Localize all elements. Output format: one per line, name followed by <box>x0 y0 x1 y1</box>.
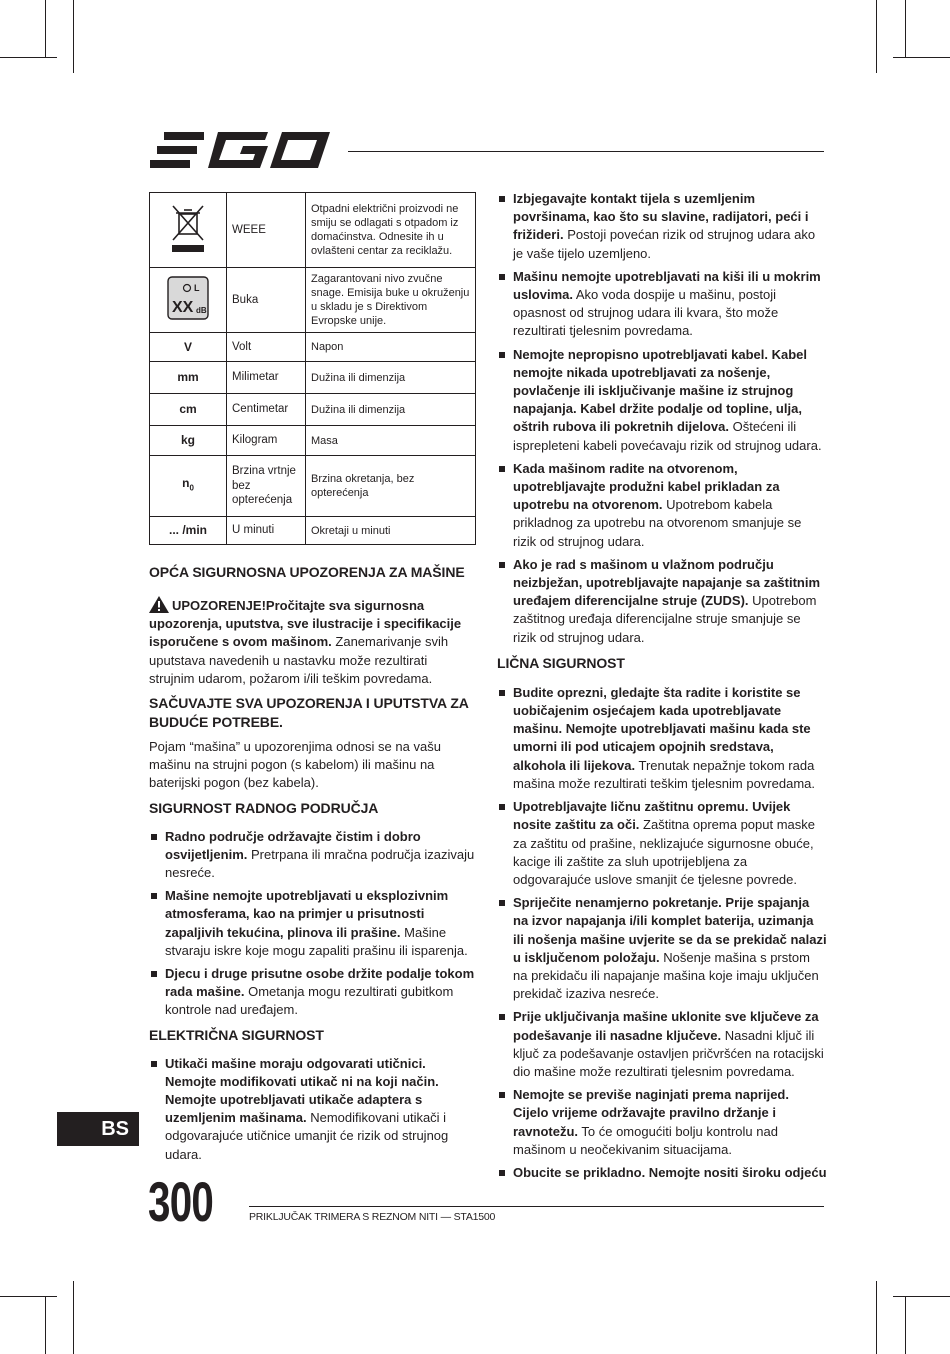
list-item: Nemojte nepropisno upotrebljavati kabel. Kabel nemojte nikada upotrebljavati za nošenje, povlačenje ili isključivanje mašine iz strujnog napajanja. Kabel držite podalje od topline, ulja, oštrih rubova ili pokretnih dijelova. Oštećeni ili isprepleteni kabeli povećavaju rizik od strujnog udara. <box>497 346 827 455</box>
work-area-list <box>149 828 476 1020</box>
term-paragraph: Pojam “mašina” u upozorenjima odnosi se na vašu mašinu na strujni pogon (s kabelom) ili mašinu na baterijski pogon (bez kabela). <box>149 739 441 791</box>
symbol: mm <box>150 362 227 394</box>
symbol: V <box>150 333 227 362</box>
list-item: Mašinu nemojte upotrebljavati na kiši ili u mokrim uslovima. Ako voda dospije u mašinu, postoji opasnost od strujnog udara ili kvara, što može rezultirati tjelesnim povredama. <box>497 268 827 341</box>
noise-level-icon <box>167 276 209 320</box>
symbol-description: Okretaji u minuti <box>306 517 476 545</box>
list-item: Ako je rad s mašinom u vlažnom području neizbježan, upotrebljavajte napajanje sa zaštitnim uređajem diferencijalne struje (ZUDS). Upotrebom zaštitnog uređaja diferencijalne struje smanjuje se rizik od strujnog udara. <box>497 556 827 647</box>
heading-general-warnings: OPĆA SIGURNOSNA UPOZORENJA ZA MAŠINE <box>149 564 465 580</box>
crop-mark <box>73 0 74 73</box>
crop-mark <box>876 0 877 73</box>
crop-mark <box>893 1296 950 1297</box>
heading-electrical-safety: ELEKTRIČNA SIGURNOST <box>149 1026 324 1043</box>
list-item: Budite oprezni, gledajte šta radite i koristite se uobičajenim osjećajem kada upotrebljavate mašinu. Nemojte upotrebljavati mašinu kada ste umorni ili pod uticajem opojnih sredstava, alkohola ili lijekova. Trenutak nepažnje tokom rada mašina može rezultirati teškim tjelesnim povredama. <box>497 684 827 793</box>
crop-mark <box>0 1296 57 1297</box>
symbol-name: U minuti <box>227 517 306 545</box>
symbol-name: Kilogram <box>227 426 306 456</box>
symbol-name: Volt <box>227 333 306 362</box>
list-item: Prije uključivanja mašine uklonite sve ključeve za podešavanje ili nasadne ključeve. Nasadni ključ ili ključ za podešavanje ostavljen pričvršćen na rotacijski dio mašine može rezultirati tjelesnim povredama. <box>497 1008 827 1081</box>
svg-text:dB: dB <box>196 306 207 316</box>
list-item: Spriječite nenamjerno pokretanje. Prije spajanja na izvor napajanja i/ili komplet baterija, uzimanja ili nošenja mašine uvjerite se da se prekidač nalazi u isključenom položaju. Nošenje mašina s prstom na prekidaču ili napajanje mašina koje imaju uključen prekidač izaziva nesreće. <box>497 894 827 1003</box>
table-row <box>150 333 476 362</box>
symbol-description: Brzina okretanja, bez opterećenja <box>306 456 476 517</box>
heading-save-instructions: SAČUVAJTE SVA UPOZORENJA I UPUTSTVA ZA BUDUĆE POTREBE. <box>149 695 469 731</box>
symbol-table <box>149 192 476 545</box>
list-item: Djecu i druge prisutne osobe držite podalje tokom rada mašine. Ometanja mogu rezultirati gubitkom kontrole nad uređajem. <box>149 965 476 1020</box>
ego-logo <box>150 128 332 172</box>
table-row <box>150 362 476 394</box>
list-item: Kada mašinom radite na otvorenom, upotrebljavajte produžni kabel prikladan za upotrebu na otvorenom. Upotrebom kabela prikladnog za upotrebu na otvorenom smanjuje se rizik od strujnog udara. <box>497 460 827 551</box>
electrical-list-continued <box>497 190 827 647</box>
symbol-description: Dužina ili dimenzija <box>306 394 476 426</box>
list-item: Obucite se prikladno. Nemojte nositi široku odjeću <box>497 1164 827 1182</box>
warning-paragraph: UPOZORENJE!Pročitajte sva sigurnosna upozorenja, uputstva, sve ilustracije i specifikacije isporučene s ovom mašinom. Zanemarivanje svih uputstava navedenih u nastavku može rezultirati strujnim udarom, požarom i/ili teškim povredama. <box>149 598 462 686</box>
list-item: Izbjegavajte kontakt tijela s uzemljenim površinama, kao što su slavine, radijatori, peći i frižideri. Postoji povećan rizik od strujnog udara ako je vaše tijelo uzemljeno. <box>497 190 827 263</box>
right-column <box>497 190 827 1182</box>
svg-text:XX: XX <box>172 299 194 317</box>
list-item: Radno područje održavajte čistim i dobro osvijetljenim. Pretrpana ili mračna područja izazivaju nesreće. <box>149 828 476 883</box>
table-row <box>150 268 476 333</box>
footer-title: PRIKLJUČAK TRIMERA S REZNOM NITI — STA1500 <box>249 1211 496 1223</box>
crop-mark <box>45 1297 46 1354</box>
electrical-list <box>149 1055 476 1164</box>
symbol: cm <box>150 394 227 426</box>
heading-work-area: SIGURNOST RADNOG PODRUČJA <box>149 799 379 816</box>
left-column <box>149 192 476 1164</box>
symbol-name: Milimetar <box>227 362 306 394</box>
weee-crossed-bin-icon <box>169 202 207 254</box>
crop-mark <box>876 1281 877 1354</box>
table-row <box>150 394 476 426</box>
heading-personal-safety: LIČNA SIGURNOST <box>497 654 625 671</box>
symbol-description: Zagarantovani nivo zvučne snage. Emisija buke u okruženju u skladu je s Direktivom Evropske unije. <box>306 268 476 333</box>
crop-mark <box>0 57 57 58</box>
crop-mark <box>45 0 46 57</box>
symbol-name: WEEE <box>227 193 306 268</box>
crop-mark <box>73 1281 74 1354</box>
table-row <box>150 517 476 545</box>
crop-mark <box>893 57 950 58</box>
table-row <box>150 456 476 517</box>
page-number: 300 <box>148 1170 214 1233</box>
warning-triangle-icon <box>149 596 169 613</box>
symbol: ... /min <box>150 517 227 545</box>
crop-mark <box>905 0 906 57</box>
list-item: Utikači mašine moraju odgovarati utičnici. Nemojte modifikovati utikač ni na koji način. Nemojte upotrebljavati utikače adaptera s uzemljenim mašinama. Nemodifikovani utikači i odgovarajuće utičnice umanjit će rizik od strujnog udara. <box>149 1055 476 1164</box>
svg-text:L: L <box>194 283 200 294</box>
symbol: $n_0$ <box>150 456 227 517</box>
symbol-name: Buka <box>227 268 306 333</box>
language-tab: BS <box>57 1112 139 1146</box>
symbol-description: Napon <box>306 333 476 362</box>
symbol-description: Masa <box>306 426 476 456</box>
crop-mark <box>905 1297 906 1354</box>
footer-rule <box>249 1206 824 1207</box>
symbol-name: Centimetar <box>227 394 306 426</box>
symbol-description: Dužina ili dimenzija <box>306 362 476 394</box>
personal-safety-list <box>497 684 827 1182</box>
list-item: Mašine nemojte upotrebljavati u eksplozivnim atmosferama, kao na primjer u prisutnosti zapaljivih tekućina, plinova ili prašine. Mašine stvaraju iskre koje mogu zapaliti prašinu ili isparenja. <box>149 887 476 960</box>
symbol-name: Brzina vrtnje bez opterećenja <box>227 456 306 517</box>
table-row <box>150 426 476 456</box>
header-rule <box>348 151 824 152</box>
symbol-description: Otpadni električni proizvodi ne smiju se odlagati s otpadom iz domaćinstva. Odnesite ih u ovlašteni centar za reciklažu. <box>306 193 476 268</box>
table-row <box>150 193 476 268</box>
symbol: kg <box>150 426 227 456</box>
list-item: Nemojte se previše naginjati prema naprijed. Cijelo vrijeme održavajte pravilno držanje i ravnotežu. To će omogućiti bolju kontrolu nad mašinom u neočekivanim situacijama. <box>497 1086 827 1159</box>
list-item: Upotrebljavajte ličnu zaštitnu opremu. Uvijek nosite zaštitu za oči. Zaštitna oprema poput maske za zaštitu od prašine, neklizajuće sigurnosne obuće, kacige ili zaštite za sluh upotrijebljena za odgovarajuće uslove smanjit će tjelesne povrede. <box>497 798 827 889</box>
